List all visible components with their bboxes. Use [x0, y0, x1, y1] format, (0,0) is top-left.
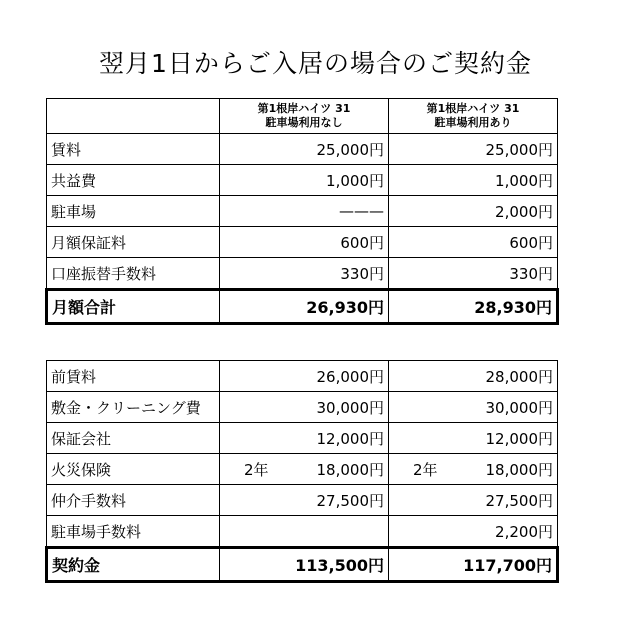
row-label: 口座振替手数料 — [47, 258, 220, 290]
amount-no-parking: 330円 — [220, 258, 389, 290]
amount-no-parking — [220, 454, 389, 485]
total-no-parking: 113,500円 — [220, 548, 389, 582]
amount-with-parking: 2,200円 — [389, 516, 558, 548]
header-property-name: 第1根岸ハイツ 31 — [257, 102, 351, 115]
amount-with-parking: 330円 — [389, 258, 558, 290]
row-label: 仲介手数料 — [47, 485, 220, 516]
row-label: 共益費 — [47, 165, 220, 196]
header-parking-option: 駐車場利用あり — [434, 116, 512, 129]
header-property-name: 第1根岸ハイツ 31 — [426, 102, 520, 115]
amount-with-parking: 1,000円 — [389, 165, 558, 196]
total-with-parking: 117,700円 — [389, 548, 558, 582]
table-row — [47, 361, 558, 392]
amount-with-parking: 12,000円 — [389, 423, 558, 454]
amount-with-parking: 25,000円 — [389, 134, 558, 165]
table-row — [47, 134, 558, 165]
amount-no-parking: ——— — [220, 196, 389, 227]
table-row — [47, 227, 558, 258]
table-row — [47, 392, 558, 423]
amount-with-parking: 27,500円 — [389, 485, 558, 516]
contract-fee-table — [45, 360, 559, 583]
table-row — [47, 258, 558, 290]
table-row — [47, 423, 558, 454]
table-header-row — [47, 99, 558, 134]
table-row — [47, 485, 558, 516]
total-no-parking: 26,930円 — [220, 290, 389, 324]
header-no-parking — [220, 99, 389, 134]
row-label: 賃料 — [47, 134, 220, 165]
header-with-parking — [389, 99, 558, 134]
amount-with-parking: 30,000円 — [389, 392, 558, 423]
table-row — [47, 196, 558, 227]
monthly-fee-table — [45, 98, 559, 325]
amount-no-parking: 1,000円 — [220, 165, 389, 196]
table-row — [47, 516, 558, 548]
insurance-term: 2年 — [244, 460, 269, 479]
amount-with-parking: 2,000円 — [389, 196, 558, 227]
table-row — [47, 454, 558, 485]
amount-no-parking: 30,000円 — [220, 392, 389, 423]
header-blank-cell — [47, 99, 220, 134]
amount-with-parking: 28,000円 — [389, 361, 558, 392]
row-label: 火災保険 — [47, 454, 220, 485]
amount-no-parking: 25,000円 — [220, 134, 389, 165]
total-with-parking: 28,930円 — [389, 290, 558, 324]
amount-no-parking: 600円 — [220, 227, 389, 258]
amount-no-parking: 26,000円 — [220, 361, 389, 392]
row-label: 駐車場 — [47, 196, 220, 227]
row-label: 保証会社 — [47, 423, 220, 454]
amount-no-parking — [220, 516, 389, 548]
amount-no-parking: 27,500円 — [220, 485, 389, 516]
row-label: 敷金・クリーニング費 — [47, 392, 220, 423]
amount-value: 18,000円 — [485, 460, 553, 479]
total-label: 契約金 — [47, 548, 220, 582]
header-parking-option: 駐車場利用なし — [265, 116, 343, 129]
row-label: 月額保証料 — [47, 227, 220, 258]
insurance-term: 2年 — [413, 460, 438, 479]
amount-with-parking: 600円 — [389, 227, 558, 258]
table-row — [47, 165, 558, 196]
total-label: 月額合計 — [47, 290, 220, 324]
contract-total-row — [47, 548, 558, 582]
row-label: 駐車場手数料 — [47, 516, 220, 548]
amount-value: 18,000円 — [316, 460, 384, 479]
page-title: 翌月1日からご入居の場合のご契約金 — [99, 49, 532, 78]
amount-with-parking — [389, 454, 558, 485]
row-label: 前賃料 — [47, 361, 220, 392]
amount-no-parking: 12,000円 — [220, 423, 389, 454]
monthly-total-row — [47, 290, 558, 324]
